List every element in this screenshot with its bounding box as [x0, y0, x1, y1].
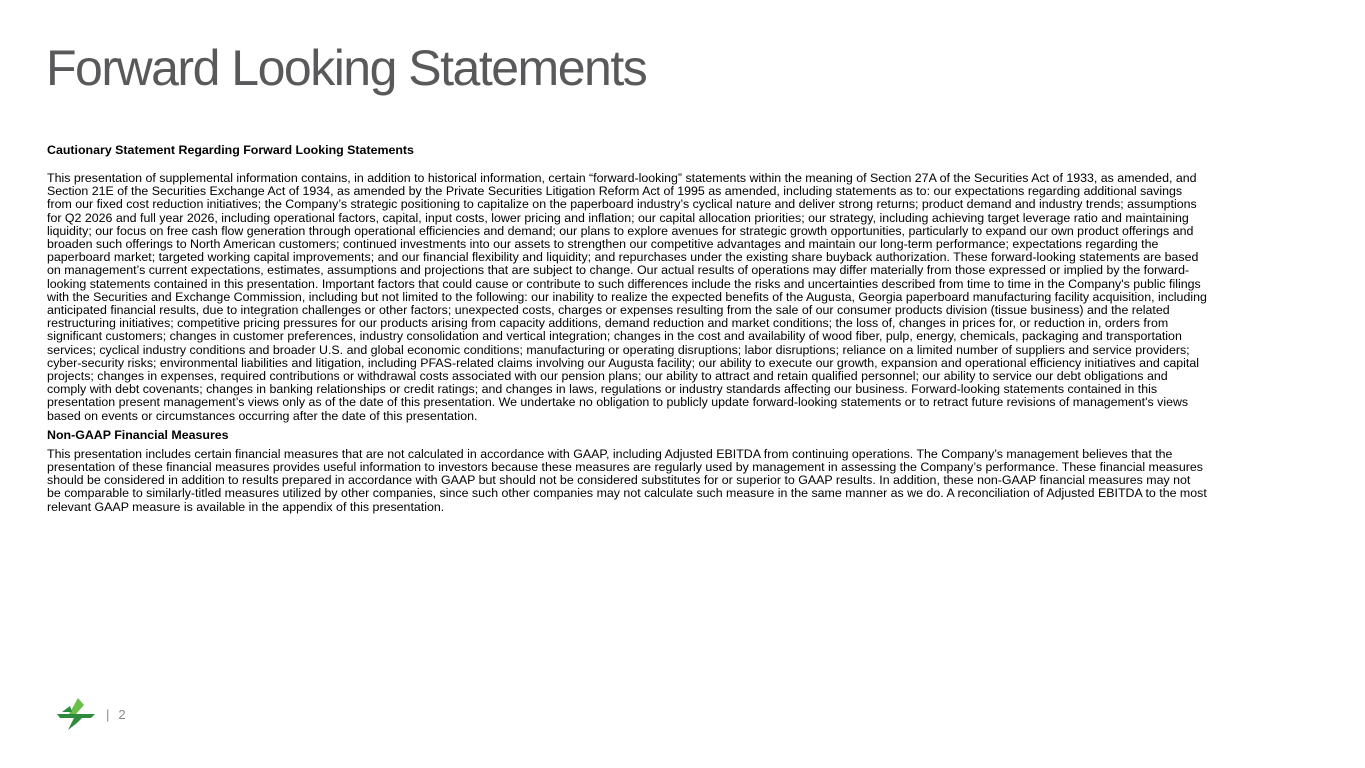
logo-lower-leaf	[68, 718, 82, 730]
footer-separator: |	[106, 706, 110, 722]
logo-bar	[57, 714, 95, 718]
company-logo-icon	[56, 696, 96, 732]
cautionary-statement-text: This presentation of supplemental information contains, in addition to historical information, certain “forward-looking” statements within the meaning of Section 27A of the Securities Act of 1933, as amended, and Section 21E of the Securities Exchange Act of 1934, as amended by the Private Securities Litigation Reform Act of 1995 as amended, including statements as to: our expectations regarding additional savings from our fixed cost reduction initiatives; the Company’s strategic positioning to capitalize on the paperboard industry’s cyclical nature and deliver strong returns; product demand and industry trends; assumptions for Q2 2026 and full year 2026, including operational factors, capital, input costs, lower pricing and inflation; our capital allocation priorities; our strategy, including achieving target leverage ratio and maintaining liquidity; our focus on free cash flow generation through operational efficiencies and demand; our plans to explore avenues for strategic growth opportunities, particularly to expand our own product offerings and broaden such offerings to North American customers; continued investments into our assets to strengthen our competitive advantages and maintain our long-term performance; expectations regarding the paperboard market; targeted working capital improvements; and our financial flexibility and liquidity; and repurchases under the existing share buyback authorization. These forward-looking statements are based on management’s current expectations, estimates, assumptions and projections that are subject to change. Our actual results of operations may differ materially from those expressed or implied by the forward-looking statements contained in this presentation. Important factors that could cause or contribute to such differences include the risks and uncertainties described from time to time in the Company's public filings with the Securities and Exchange Commission, including but not limited to the following: our inability to realize the expected benefits of the Augusta, Georgia paperboard manufacturing facility acquisition, including anticipated financial results, due to integration challenges or other factors; unexpected costs, charges or expenses resulting from the sale of our consumer products division (tissue business) and the related restructuring initiatives; competitive pricing pressures for our products arising from capacity additions, demand reduction and market conditions; the loss of, changes in prices for, or reduction in, orders from significant customers; changes in customer preferences, industry consolidation and vertical integration; changes in the cost and availability of wood fiber, pulp, energy, chemicals, packaging and transportation services; cyclical industry conditions and broader U.S. and global economic conditions; manufacturing or operating disruptions; labor disruptions; reliance on a limited number of suppliers and service providers; cyber-security risks; environmental liabilities and litigation, including PFAS-related claims involving our Augusta facility; our ability to execute our growth, expansion and operational efficiency initiatives and capital projects; changes in expenses, required contributions or withdrawal costs associated with our pension plans; our ability to attract and retain qualified personnel; our ability to service our debt obligations and comply with debt covenants; changes in banking relationships or credit ratings; and changes in laws, regulations or industry standards affecting our business. Forward-looking statements contained in this presentation present management’s views only as of the date of this presentation. We undertake no obligation to publicly update forward-looking statements or to retract future revisions of management's views based on events or circumstances occurring after the date of this presentation.	[47, 171, 1207, 423]
slide-footer	[56, 696, 126, 732]
slide-title: Forward Looking Statements	[46, 40, 647, 96]
slide-body	[47, 143, 1207, 514]
cautionary-statement-heading: Cautionary Statement Regarding Forward Looking Statements	[47, 143, 414, 157]
logo-left-leaf	[62, 706, 72, 712]
page-number: 2	[118, 706, 126, 722]
non-gaap-text: This presentation includes certain financial measures that are not calculated in accordance with GAAP, including Adjusted EBITDA from continuing operations. The Company’s management believes that the presentation of these financial measures provides useful information to investors because these measures are regularly used by management in assessing the Company’s performance. These financial measures should be considered in addition to results prepared in accordance with GAAP but should not be considered substitutes for or superior to GAAP results. In addition, these non-GAAP financial measures may not be comparable to similarly-titled measures utilized by other companies, since such other companies may not calculate such measure in the same manner as we do. A reconciliation of Adjusted EBITDA to the most relevant GAAP measure is available in the appendix of this presentation.	[47, 446, 1207, 514]
non-gaap-heading: Non-GAAP Financial Measures	[47, 427, 229, 442]
